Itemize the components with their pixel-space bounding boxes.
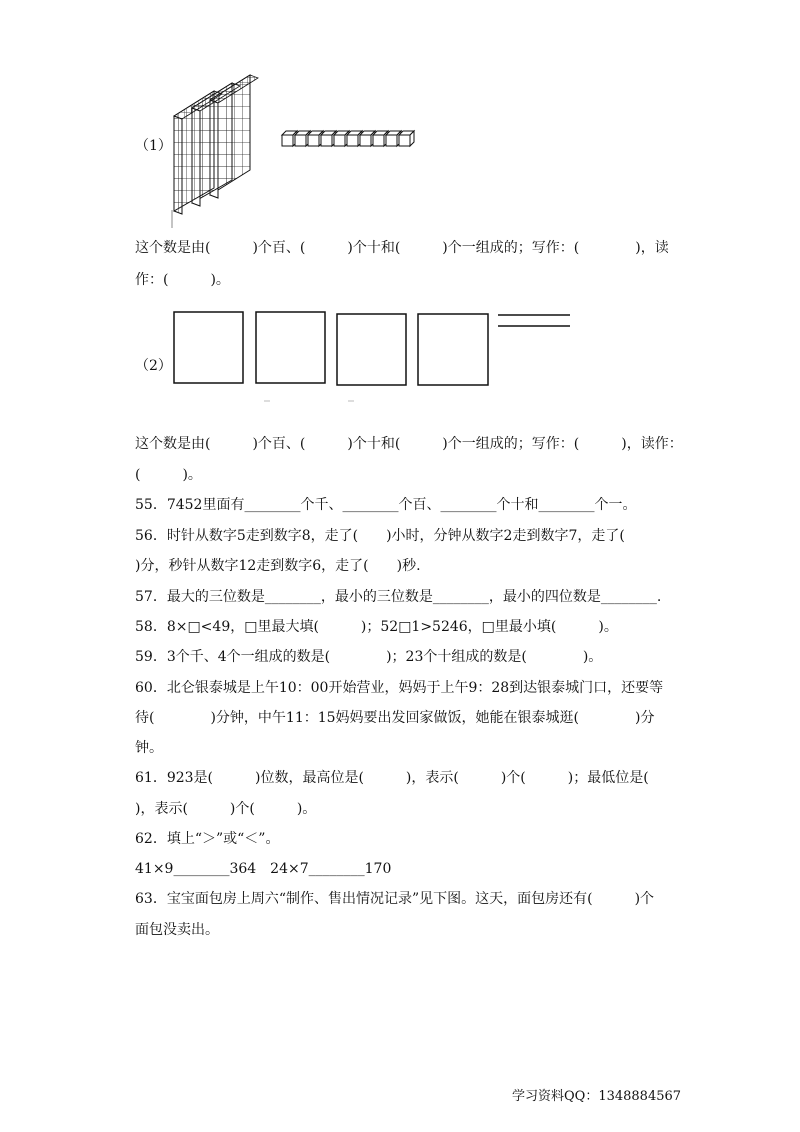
question-63-line2: 面包没卖出。 — [135, 922, 219, 938]
squares-and-lines-figure — [170, 305, 580, 405]
unit-cubes — [282, 131, 414, 146]
question-56-line1: 56．时针从数字5走到数字8，走了( )小时，分钟从数字2走到数字7，走了( — [135, 528, 625, 544]
question-60-line2: 待( )分钟，中午11：15妈妈要出发回家做饭，她能在银泰城逛( )分 — [135, 710, 655, 726]
question-57: 57．最大的三位数是________，最小的三位数是________，最小的四位数是________. — [135, 589, 662, 605]
question-62: 62．填上“＞”或“＜”。 — [135, 831, 280, 847]
question-59: 59．3个千、4个一组成的数是( )；23个十组成的数是( )。 — [135, 649, 603, 665]
question-60-line3: 钟。 — [135, 740, 163, 756]
hundred-square — [337, 314, 406, 385]
question-60-line1: 60．北仑银泰城是上午10：00开始营业，妈妈于上午9：28到达银泰城门口，还要等 — [135, 680, 664, 696]
question-61-line1: 61．923是( )位数，最高位是( )，表示( )个( )；最低位是( — [135, 770, 649, 786]
question-63-line1: 63．宝宝面包房上周六“制作、售出情况记录”见下图。这天，面包房还有( )个 — [135, 891, 655, 907]
hundred-square — [418, 314, 488, 385]
hundred-square — [256, 312, 325, 383]
question-58: 58．8×□<49，□里最大填( )；52□1>5246，□里最小填( )。 — [135, 619, 618, 635]
question-61-line2: )，表示( )个( )。 — [135, 801, 317, 817]
q54-part2-text-line1: 这个数是由( )个百、( )个十和( )个一组成的；写作：( )，读作： — [135, 436, 683, 452]
footer-contact: 学习资料QQ：1348884567 — [512, 1089, 682, 1104]
question-56-line2: )分，秒针从数字12走到数字6，走了( )秒. — [135, 558, 421, 574]
hundred-square — [174, 312, 243, 383]
q54-part1-text-line2: 作：( )。 — [135, 272, 230, 288]
question-55: 55．7452里面有________个千、________个百、________个十和________个一。 — [135, 497, 637, 513]
base-ten-blocks-figure — [170, 70, 430, 230]
q54-part2-text-line2: ( )。 — [135, 467, 202, 483]
figure2-label: （2） — [135, 358, 172, 374]
question-62-items: 41×9________364 24×7________170 — [135, 861, 392, 877]
q54-part1-text-line1: 这个数是由( )个百、( )个十和( )个一组成的；写作：( )，读 — [135, 240, 669, 256]
figure1-label: （1） — [135, 138, 172, 154]
